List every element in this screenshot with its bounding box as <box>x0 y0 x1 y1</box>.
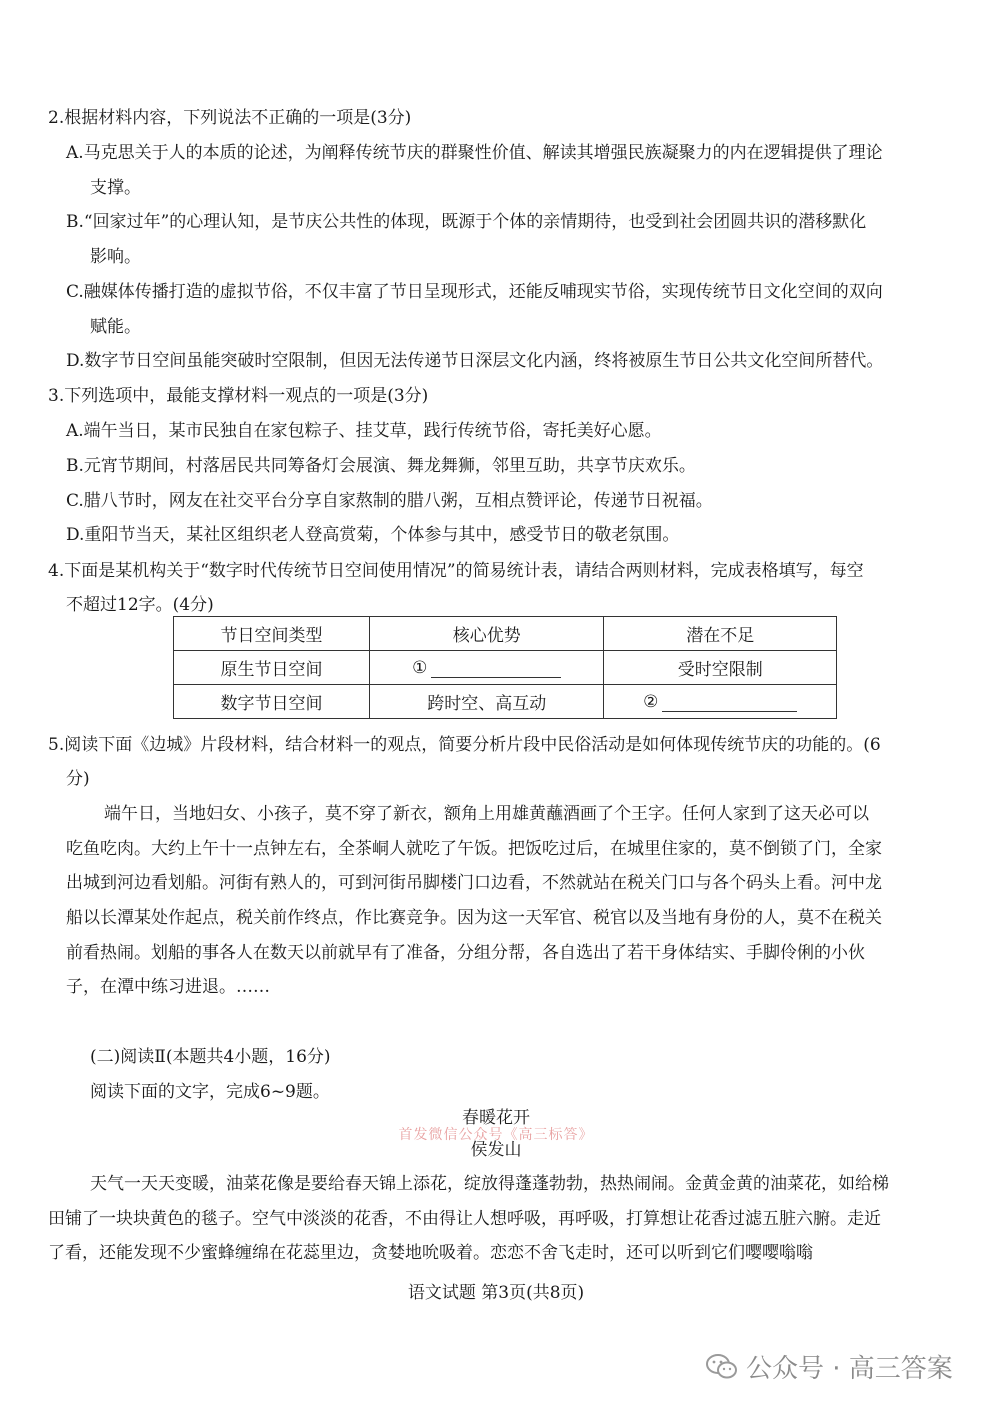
q2-option-a-cont: 支撑。 <box>90 178 141 198</box>
answer-blank-1[interactable] <box>370 651 604 685</box>
table-header: 核心优势 <box>370 617 604 651</box>
table-cell: 数字节日空间 <box>174 685 370 719</box>
table-cell: 跨时空、高互动 <box>370 685 604 719</box>
q2-option-b-cont: 影响。 <box>90 247 141 267</box>
section-instruction: 阅读下面的文字，完成6~9题。 <box>90 1082 330 1102</box>
page-footer: 语文试题 第3页(共8页) <box>407 1283 585 1303</box>
q2-option-a: A.马克思关于人的本质的论述，为阐释传统节庆的群聚性价值、解读其增强民族凝聚力的内在逻辑提供了理论 <box>66 143 883 163</box>
brand-text: 公众号 · 高三答案 <box>746 1354 953 1384</box>
q2-stem: 2.根据材料内容，下列说法不正确的一项是(3分) <box>48 108 412 128</box>
answer-blank-2[interactable] <box>604 685 837 719</box>
table-cell: 受时空限制 <box>604 651 837 685</box>
q4-stem: 4.下面是某机构关于“数字时代传统节日空间使用情况”的简易统计表，请结合两则材料，完成表格填写，每空 <box>48 561 864 581</box>
article-paragraph-line: 田铺了一块块黄色的毯子。空气中淡淡的花香，不由得让人想呼吸，再呼吸，打算想让花香过滤五脏六腑。走近 <box>48 1209 881 1229</box>
q5-passage-line: 吃鱼吃肉。大约上午十一点钟左右，全茶峒人就吃了午饭。把饭吃过后，在城里住家的，莫不倒锁了门，全家 <box>66 839 882 859</box>
q5-passage-line: 端午日，当地妇女、小孩子，莫不穿了新衣，额角上用雄黄蘸酒画了个王字。任何人家到了这天必可以 <box>104 804 869 824</box>
q5-passage-line: 前看热闹。划船的事各人在数天以前就早有了准备，分组分帮，各自选出了若干身体结实、手脚伶俐的小伙 <box>66 943 865 963</box>
q4-stem-cont: 不超过12字。(4分) <box>66 595 214 615</box>
table-cell: 原生节日空间 <box>174 651 370 685</box>
q5-passage-line: 子，在潭中练习进退。…… <box>66 977 270 997</box>
brand-watermark <box>706 1348 953 1385</box>
article-title: 春暖花开 <box>462 1108 530 1128</box>
blank-line <box>431 659 561 678</box>
section-heading: (二)阅读Ⅱ(本题共4小题，16分) <box>90 1047 331 1067</box>
q2-option-b: B.“回家过年”的心理认知，是节庆公共性的体现，既源于个体的亲情期待，也受到社会团圆共识的潜移默化 <box>66 212 867 232</box>
q5-stem-cont: 分) <box>66 769 90 789</box>
watermark-text: 首发微信公众号《高三标答》 <box>398 1127 594 1143</box>
q5-stem: 5.阅读下面《边城》片段材料，结合材料一的观点，简要分析片段中民俗活动是如何体现传统节庆的功能的。(6 <box>48 735 881 755</box>
table-header: 节日空间类型 <box>174 617 370 651</box>
table-header: 潜在不足 <box>604 617 837 651</box>
table-row <box>174 651 837 685</box>
wechat-icon <box>706 1353 738 1381</box>
blank-marker: ① <box>412 657 428 678</box>
table-row <box>174 685 837 719</box>
q3-stem: 3.下列选项中，最能支撑材料一观点的一项是(3分) <box>48 386 429 406</box>
article-paragraph-line: 天气一天天变暖，油菜花像是要给春天锦上添花，绽放得蓬蓬勃勃，热热闹闹。金黄金黄的油菜花，如给梯 <box>90 1174 889 1194</box>
blank-line <box>662 693 797 712</box>
q3-option-b: B.元宵节期间，村落居民共同筹备灯会展演、舞龙舞狮，邻里互助，共享节庆欢乐。 <box>66 456 696 476</box>
stats-table <box>173 616 837 719</box>
table-header-row <box>174 617 837 651</box>
q5-passage-line: 船以长潭某处作起点，税关前作终点，作比赛竞争。因为这一天军官、税官以及当地有身份的人，莫不在税关 <box>66 908 882 928</box>
article-paragraph-line: 了看，还能发现不少蜜蜂缠绵在花蕊里边，贪婪地吮吸着。恋恋不舍飞走时，还可以听到它们嘤嘤嗡嗡 <box>48 1243 813 1263</box>
article-author: 侯发山 <box>470 1140 522 1160</box>
q2-option-d: D.数字节日空间虽能突破时空限制，但因无法传递节日深层文化内涵，终将被原生节日公共文化空间所替代。 <box>66 351 884 371</box>
q3-option-d: D.重阳节当天，某社区组织老人登高赏菊，个体参与其中，感受节日的敬老氛围。 <box>66 525 680 545</box>
q3-option-a: A.端午当日，某市民独自在家包粽子、挂艾草，践行传统节俗，寄托美好心愿。 <box>66 421 662 441</box>
q2-option-c: C.融媒体传播打造的虚拟节俗，不仅丰富了节日呈现形式，还能反哺现实节俗，实现传统节日文化空间的双向 <box>66 282 883 302</box>
q3-option-c: C.腊八节时，网友在社交平台分享自家熬制的腊八粥，互相点赞评论，传递节日祝福。 <box>66 491 713 511</box>
q2-option-c-cont: 赋能。 <box>90 317 141 337</box>
q5-passage-line: 出城到河边看划船。河街有熟人的，可到河街吊脚楼门口边看，不然就站在税关门口与各个码头上看。河中龙 <box>66 873 882 893</box>
blank-marker: ② <box>643 691 659 712</box>
